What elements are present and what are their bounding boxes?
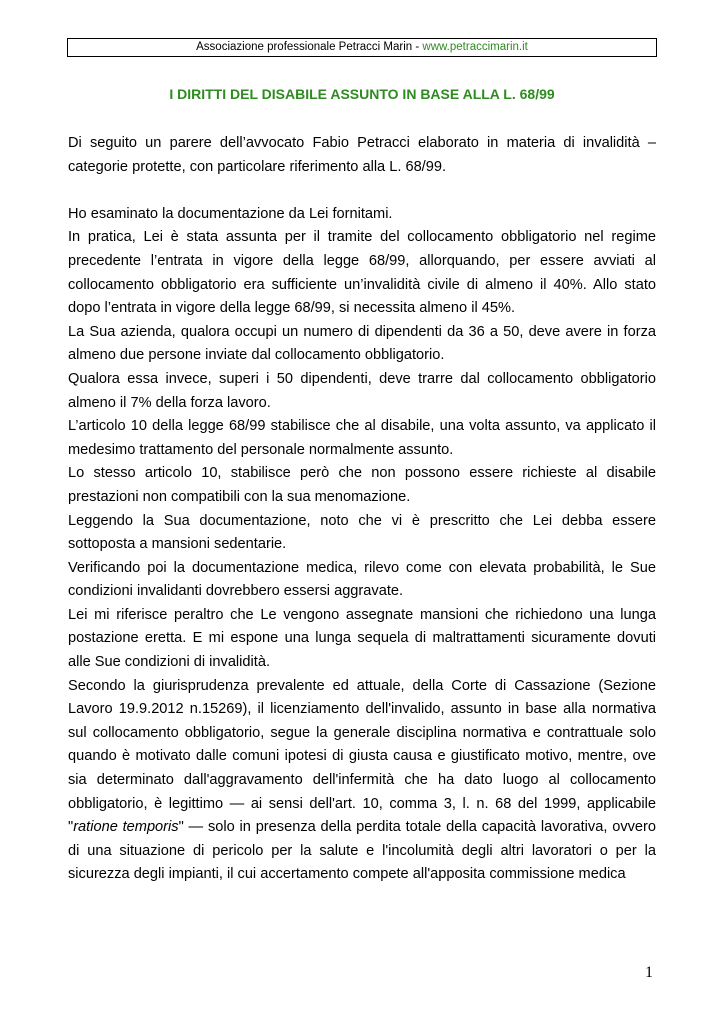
paragraph-5: L’articolo 10 della legge 68/99 stabilisce che al disabile, una volta assunto, va applicato il medesimo trattamento del personale normalmente assunto. — [68, 418, 656, 458]
paragraph-10-text-after: " — solo in presenza della perdita totale della capacità lavorativa, ovvero di una situazione di pericolo per la salute e l'incolumità degli altri lavoratori o per la sicurezza degli impianti, il cui accertamento compete all'apposita commissione medica — [68, 819, 657, 883]
page-number: 1 — [645, 964, 653, 981]
paragraph-2: In pratica, Lei è stata assunta per il tramite del collocamento obbligatorio nel regime precedente l’entrata in vigore della legge 68/99, allorquando, per essere avviati al collocamento obbligatorio era sufficiente un’invalidità civile di almeno il 40%. Allo stato dopo l’entrata in vigore della legge 68/99, si necessita almeno il 45%. — [68, 229, 656, 317]
paragraph-4: Qualora essa invece, superi i 50 dipendenti, deve trarre dal collocamento obbligatorio almeno il 7% della forza lavoro. — [68, 370, 656, 411]
paragraph-7: Leggendo la Sua documentazione, noto che vi è prescritto che Lei debba essere sottoposta a mansioni sedentarie. — [68, 512, 656, 553]
paragraph-8: Verificando poi la documentazione medica, rilevo come con elevata probabilità, le Sue condizioni invalidanti dovrebbero essersi aggravate. — [68, 559, 656, 600]
header-text: Associazione professionale Petracci Marin - — [196, 41, 423, 53]
paragraph-3: La Sua azienda, qualora occupi un numero di dipendenti da 36 a 50, deve avere in forza almeno due persone inviate dal collocamento obbligatorio. — [68, 323, 656, 364]
paragraph-6: Lo stesso articolo 10, stabilisce però che non possono essere richieste al disabile prestazioni non compatibili con la sua menomazione. — [68, 465, 656, 505]
intro-paragraph: Di seguito un parere dell’avvocato Fabio Petracci elaborato in materia di invalidità – categorie protette, con particolare riferimento alla L. 68/99. — [68, 135, 656, 175]
page-header — [67, 38, 657, 57]
paragraph-9: Lei mi riferisce peraltro che Le vengono assegnate mansioni che richiedono una lunga postazione eretta. E mi espone una lunga sequela di maltrattamenti sicuramente dovuti alle Sue condizioni di invalidità. — [68, 606, 656, 671]
paragraph-gap — [68, 179, 656, 203]
document-title: I DIRITTI DEL DISABILE ASSUNTO IN BASE ALLA L. 68/99 — [169, 86, 555, 102]
website-link[interactable]: www.petraccimarin.it — [422, 41, 528, 53]
latin-phrase: ratione temporis — [73, 819, 179, 836]
document-body — [68, 132, 656, 887]
paragraph-1: Ho esaminato la documentazione da Lei fornitami. — [68, 205, 393, 222]
paragraph-10 — [68, 675, 656, 887]
paragraph-10-text-before: Secondo la giurisprudenza prevalente ed attuale, della Corte di Cassazione (Sezione Lavoro 19.9.2012 n.15269), il licenziamento dell'invalido, assunto in base alla normativa sul collocamento obbligatorio, segue la generale disciplina normativa e contrattuale solo quando è motivato dalle comuni ipotesi di giusta causa e giustificato motivo, mentre, ove sia determinato dall'aggravamento dell'infermità che ha dato luogo al collocamento obbligatorio, è legittimo — ai sensi dell'art. 10, comma 3, l. n. 68 del 1999, applicabile " — [68, 677, 656, 836]
